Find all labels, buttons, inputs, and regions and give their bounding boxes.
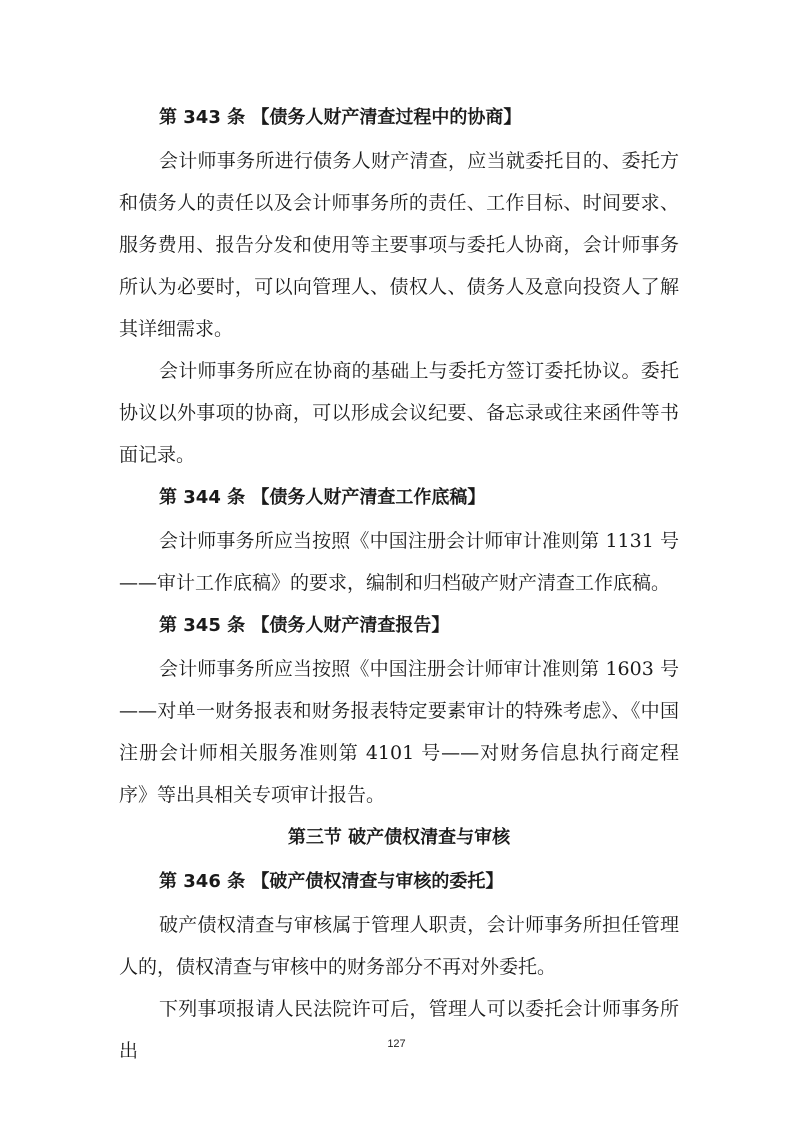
article-343-paragraph-2: 会计师事务所应在协商的基础上与委托方签订委托协议。委托协议以外事项的协商，可以形成会议纪要、备忘录或往来函件等书面记录。: [119, 360, 679, 466]
article-343-heading: 第 343 条 【债务人财产清查过程中的协商】: [159, 107, 522, 128]
article-343-paragraph-1: 会计师事务所进行债务人财产清查，应当就委托目的、委托方和债务人的责任以及会计师事务所的责任、工作目标、时间要求、服务费用、报告分发和使用等主要事项与委托人协商，会计师事务所认为必要时，可以向管理人、债权人、债务人及意向投资人了解其详细需求。: [119, 150, 679, 340]
page-content: [119, 96, 679, 1072]
article-345-paragraph-1: 会计师事务所应当按照《中国注册会计师审计准则第 1603 号——对单一财务报表和财务报表特定要素审计的特殊考虑》、《中国注册会计师相关服务准则第 4101 号——对财务信息执行商定程序》等出具相关专项审计报告。: [119, 658, 679, 806]
article-346-paragraph-1: 破产债权清查与审核属于管理人职责，会计师事务所担任管理人的，债权清查与审核中的财务部分不再对外委托。: [119, 914, 679, 978]
article-346-paragraph-2: 下列事项报请人民法院许可后，管理人可以委托会计师事务所出: [119, 998, 679, 1062]
article-345-heading: 第 345 条 【债务人财产清查报告】: [159, 615, 450, 636]
article-344-heading: 第 344 条 【债务人财产清查工作底稿】: [159, 487, 486, 508]
article-344-paragraph-1: 会计师事务所应当按照《中国注册会计师审计准则第 1131 号——审计工作底稿》的要求，编制和归档破产财产清查工作底稿。: [119, 530, 679, 594]
page-number: 127: [387, 1038, 406, 1050]
section-3-title: 第三节 破产债权清查与审核: [287, 827, 511, 848]
article-346-heading: 第 346 条 【破产债权清查与审核的委托】: [159, 871, 504, 892]
